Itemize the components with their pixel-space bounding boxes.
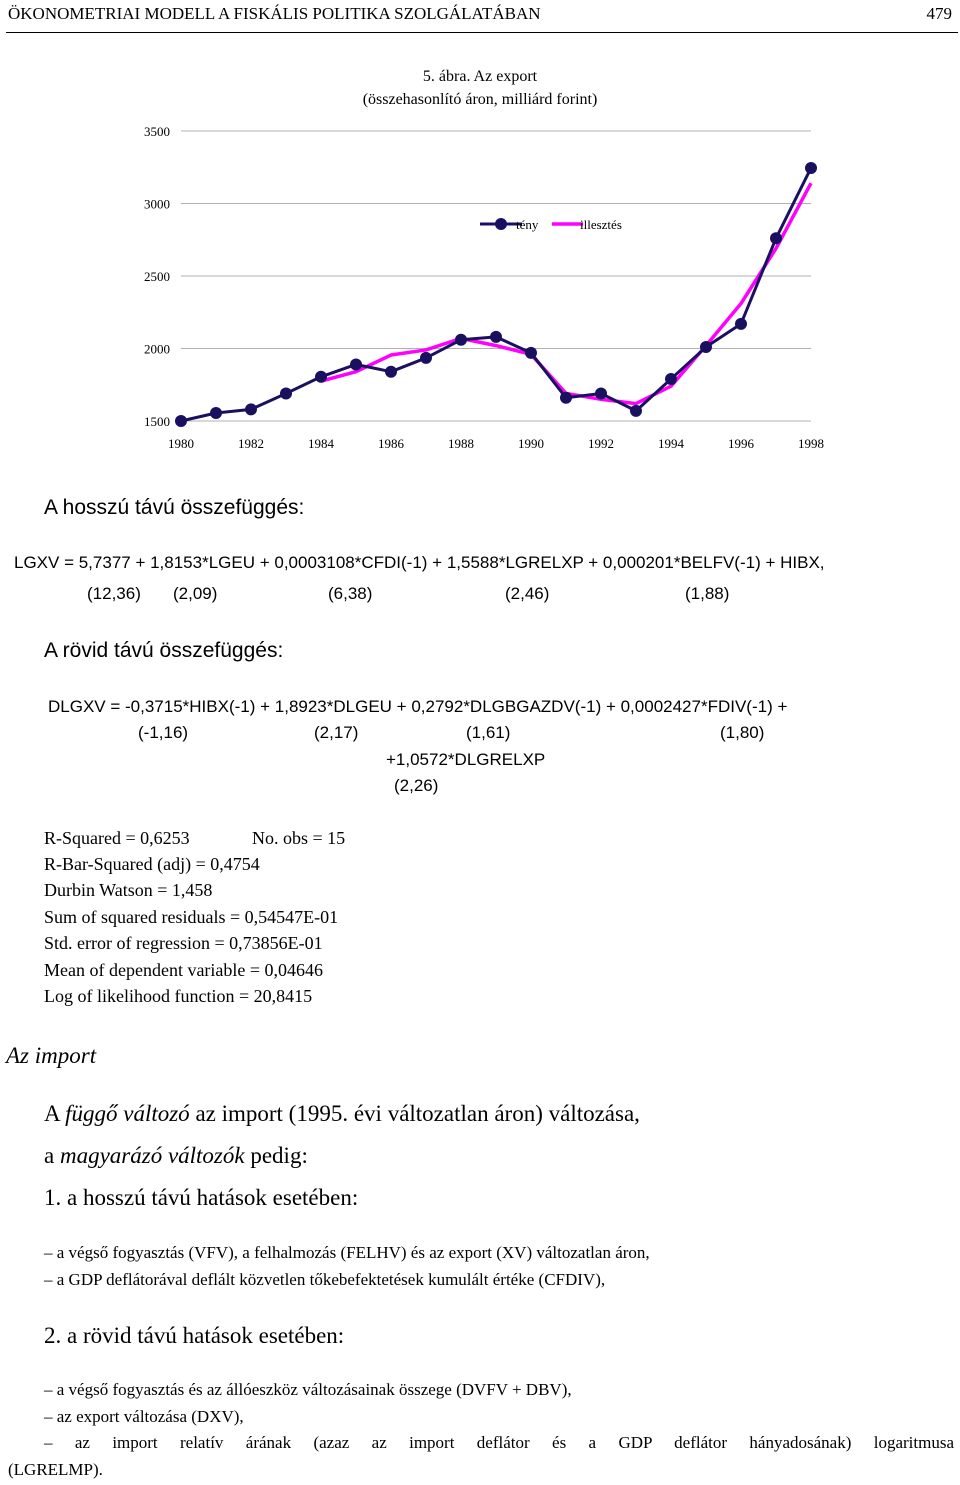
t-value: (1,88) [685,584,730,603]
import-long-heading: 1. a hosszú távú hatások esetében: [44,1185,359,1210]
series-line-teny [181,168,811,421]
t-value: (12,36) [87,584,141,603]
x-tick-label: 1984 [308,436,334,451]
stat-std-error: Std. error of regression = 0,73856E-01 [44,933,323,953]
data-point-teny [700,341,712,353]
stat-n-obs: No. obs = 15 [252,828,346,848]
short-run-equation-1: DLGXV = -0,3715*HIBX(-1) + 1,8923*DLGEU + 0,2792*DLGBGAZDV(-1) + 0,0002427*FDIV(-1) + [48,697,788,716]
import-short-heading: 2. a rövid távú hatások esetében: [44,1323,345,1348]
t-value: (2,17) [314,723,359,742]
list-item-justified: – az import relatív árának (azaz az import deflátor és a GDP deflátor hányadosának) logaritmusa [44,1433,954,1452]
stat-durbin-watson: Durbin Watson = 1,458 [44,880,213,900]
data-point-teny [210,407,222,419]
data-point-teny [385,366,397,378]
x-tick-label: 1988 [448,436,474,451]
data-point-teny [245,403,257,415]
short-run-heading: A rövid távú összefüggés: [44,639,284,662]
data-point-teny [665,373,677,385]
stat-loglik: Log of likelihood function = 20,8415 [44,986,313,1006]
data-point-teny [315,371,327,383]
data-point-teny [630,405,642,417]
data-point-teny [560,392,572,404]
t-value: (2,09) [173,584,218,603]
x-tick-label: 1986 [378,436,404,451]
short-run-t-value-2: (2,26) [394,776,439,795]
y-tick-label: 3500 [144,124,170,139]
y-tick-label: 3000 [144,196,170,212]
legend-marker-teny [495,218,507,230]
data-point-teny [420,352,432,364]
data-point-teny [595,387,607,399]
legend-label-teny: tény [516,217,539,232]
x-tick-label: 1990 [518,436,544,451]
chart-title-line1: 5. ábra. Az export [422,68,538,85]
list-item: – a GDP deflátorával deflált közvetlen tőkebefektetések kumulált értéke (CFDIV), [44,1270,606,1289]
data-point-teny [735,318,747,330]
data-point-teny [280,387,292,399]
y-tick-label: 2000 [144,341,170,357]
data-point-teny [770,232,782,244]
x-tick-label: 1998 [798,436,824,451]
t-value: (2,46) [505,584,550,603]
export-chart [0,40,960,460]
x-tick-label: 1992 [588,436,614,451]
data-point-teny [525,347,537,359]
short-run-equation-2: +1,0572*DLGRELXP [386,750,546,769]
list-item-continuation: (LGRELMP). [8,1460,103,1479]
stat-mean-dependent: Mean of dependent variable = 0,04646 [44,960,324,980]
page-number: 479 [926,4,952,23]
y-tick-label: 2500 [144,269,170,284]
long-run-equation: LGXV = 5,7377 + 1,8153*LGEU + 0,0003108*CFDI(-1) + 1,5588*LGRELXP + 0,000201*BELFV(-1) + HIBX, [14,553,825,572]
running-header: ÖKONOMETRIAI MODELL A FISKÁLIS POLITIKA SZOLGÁLATÁBAN [8,4,541,23]
t-value: (6,38) [328,584,373,603]
long-run-heading: A hosszú távú összefüggés: [44,496,305,519]
x-tick-label: 1996 [728,436,754,451]
data-point-teny [175,415,187,427]
data-point-teny [455,334,467,346]
data-point-teny [490,331,502,343]
data-point-teny [805,162,817,174]
import-intro-line2: a magyarázó változók pedig: [44,1143,308,1168]
header-rule [6,32,958,33]
x-tick-label: 1980 [168,436,194,451]
t-value: (1,80) [720,723,765,742]
stat-r-squared: R-Squared = 0,6253 [44,828,190,848]
list-item: – az export változása (DXV), [44,1407,244,1426]
t-value: (1,61) [466,723,511,742]
stat-r-bar: R-Bar-Squared (adj) = 0,4754 [44,854,260,874]
import-heading: Az import [6,1043,97,1068]
t-value: (-1,16) [138,723,189,742]
x-tick-label: 1994 [658,436,684,451]
import-intro-line1: A függő változó az import (1995. évi változatlan áron) változása, [44,1101,640,1126]
stat-ssr: Sum of squared residuals = 0,54547E-01 [44,907,339,927]
x-tick-label: 1982 [238,436,264,451]
legend-label-illesztes: illesztés [580,217,622,232]
data-point-teny [350,358,362,370]
chart-title-line2: (összehasonlító áron, milliárd forint) [362,91,598,108]
list-item: – a végső fogyasztás és az állóeszköz változásainak összege (DVFV + DBV), [44,1380,572,1399]
y-tick-label: 1500 [144,414,170,429]
list-item: – a végső fogyasztás (VFV), a felhalmozás (FELHV) és az export (XV) változatlan áron, [44,1243,650,1262]
